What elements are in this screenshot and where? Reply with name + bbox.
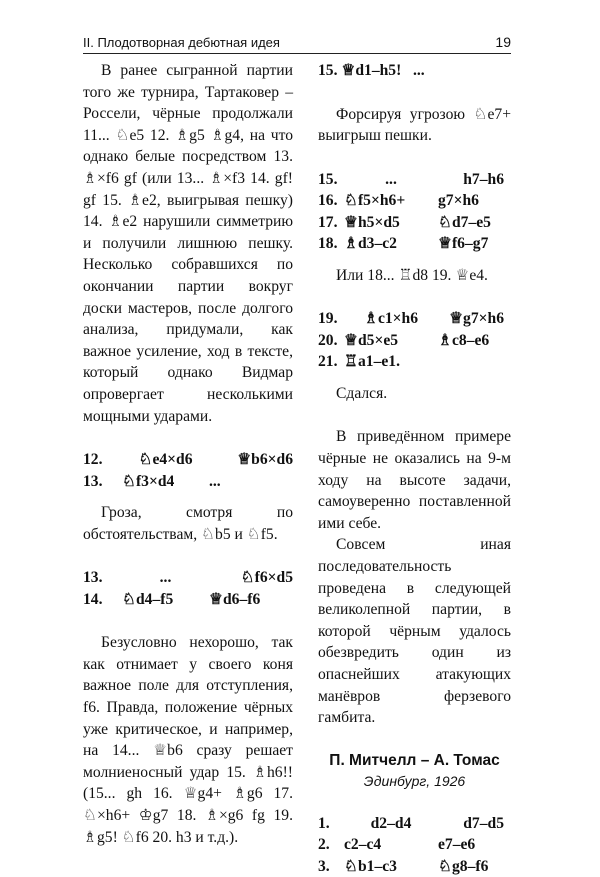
game-place: Эдинбург, 1926 xyxy=(363,772,466,789)
move-number: 14. xyxy=(83,590,103,608)
black-move: ... xyxy=(209,472,221,490)
black-move: g7×h6 xyxy=(438,192,479,210)
move-list xyxy=(318,813,511,877)
white-move: c2–c4 xyxy=(344,836,382,854)
right-column xyxy=(318,60,511,877)
move-list xyxy=(318,169,511,255)
move-number: 15. xyxy=(318,170,338,188)
header-rule xyxy=(83,53,511,54)
move-number: 12. xyxy=(83,451,103,469)
paragraph: В приведённом примере чёрные не оказались на 9-м ходу на высоте задачи, самоуверенно поставленной ими себе. xyxy=(318,428,511,532)
black-move: d7–d5 xyxy=(463,814,504,832)
move-number: 13. xyxy=(83,472,103,490)
paragraph: Или 18... ♖d8 19. ♕e4. xyxy=(336,266,488,284)
black-move: ♕f6–g7 xyxy=(438,235,489,253)
white-move: ♘b1–c3 xyxy=(344,857,397,875)
move-number: 16. xyxy=(318,192,338,210)
black-move: h7–h6 xyxy=(463,170,504,188)
paragraph: В ранее сыгранной партии того же турнира, Тартаковер – Россели, чёрные продолжали 11... ♘e5 12. ♗g5 ♗g4, на что однако белые посредством 13. ♗×f6 gf (или 13... ♗×f3 14. gf! gf 15. ♗e2, выигрывая пешку) 14. ♗e2 нарушили симметрию и получили лишнюю пешку. Несколько собравшихся по окончании партии вокруг доски мастеров, после долгого анализа, придумали, как важное усиление, ход в тексте, который однако Видмар опровергает несколькими мощными ударами. xyxy=(83,62,293,425)
move-line: 15. ♕d1–h5! ... xyxy=(318,62,425,79)
chapter-title: II. Плодотворная дебютная идея xyxy=(83,35,280,50)
black-move: ♘f6×d5 xyxy=(240,569,293,587)
black-move: ♘d7–e5 xyxy=(438,213,491,231)
move-list xyxy=(318,308,511,373)
paragraph: Совсем иная последовательность проведена в следующей великолепной партии, в которой чёрным удалось обезвредить один из опаснейших атакующих манёвров ферзевого гамбита. xyxy=(318,536,511,727)
game-title: П. Митчелл – А. Томас xyxy=(329,751,500,769)
black-move xyxy=(438,351,504,373)
white-move: ♘f3×d4 xyxy=(122,472,175,490)
paragraph: Форсируя угрозою ♘e7+ выигрыш пешки. xyxy=(318,105,511,145)
move-number: 1. xyxy=(318,814,330,832)
black-move: e7–e6 xyxy=(438,836,476,854)
move-list xyxy=(83,449,293,492)
move-number: 13. xyxy=(83,569,103,587)
white-move: ♕d5×e5 xyxy=(344,331,399,349)
move-number: 21. xyxy=(318,353,338,371)
paragraph: Безусловно нехорошо, так как отнимает у своего коня важное поле для отступления, f6. Правда, положение чёрных уже критическое, и например, на 14... ♕b6 сразу решает молниеносный удар 15. ♗h6!! (15... gh 16. ♕g4+ ♗g6 17. ♘×h6+ ♔g7 18. ♗×g6 fg 19. ♗g5! ♘f6 20. h3 и т.д.). xyxy=(83,634,293,846)
black-move: ♕g7×h6 xyxy=(449,310,504,328)
paragraph: Гроза, смотря по обстоятельствам, ♘b5 и ♘f5. xyxy=(83,504,293,543)
white-move: ... xyxy=(385,170,397,188)
move-number: 3. xyxy=(318,857,330,875)
white-move: ... xyxy=(159,569,172,587)
page-number: 19 xyxy=(495,34,511,50)
move-list xyxy=(83,567,293,610)
white-move: ♕h5×d5 xyxy=(344,213,400,231)
black-move: ♕d6–f6 xyxy=(209,590,261,608)
move-number: 17. xyxy=(318,213,338,231)
black-move: ♕b6×d6 xyxy=(237,451,293,469)
resignation: Сдался. xyxy=(336,384,388,402)
white-move: d2–d4 xyxy=(370,814,412,832)
white-move: ♘e4×d6 xyxy=(138,451,193,469)
white-move: ♖a1–e1. xyxy=(344,353,400,371)
white-move: ♗c1×h6 xyxy=(363,310,419,328)
left-column xyxy=(83,60,293,848)
white-move: ♗d3–c2 xyxy=(344,235,397,253)
white-move: ♘f5×h6+ xyxy=(344,192,406,210)
move-number: 19. xyxy=(318,310,338,328)
black-move: ♘g8–f6 xyxy=(438,857,489,875)
running-header xyxy=(83,33,511,57)
move-number: 2. xyxy=(318,836,330,854)
white-move: ♘d4–f5 xyxy=(122,590,174,608)
black-move: ♗c8–e6 xyxy=(438,331,490,349)
move-number: 20. xyxy=(318,331,338,349)
move-number: 18. xyxy=(318,235,338,253)
